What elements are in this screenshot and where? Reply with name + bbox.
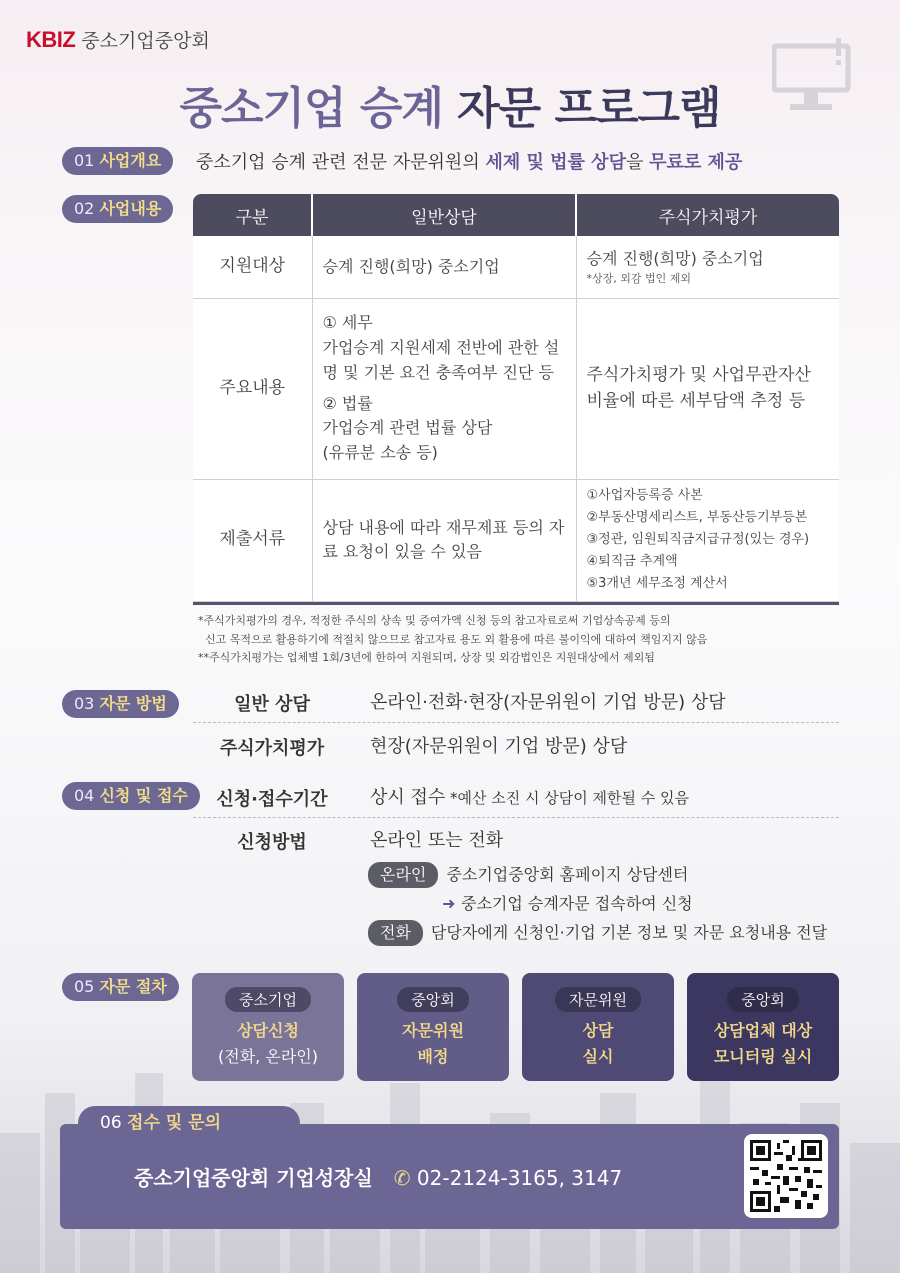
apply-online-sub: ➜ 중소기업 승계자문 접속하여 신청 <box>442 894 693 913</box>
phone-badge: 전화 <box>368 920 423 946</box>
table-cell: ① 세무 가업승계 지원세제 전반에 관한 설명 및 기본 요건 충족여부 진단 등 ② 법률 가업승계 관련 법률 상담 (유류분 소송 등) <box>312 298 576 479</box>
divider <box>193 817 839 818</box>
qr-code[interactable] <box>744 1134 828 1218</box>
apply-period-label: 신청·접수기간 <box>216 789 328 810</box>
table-cell: 주식가치평가 및 사업무관자산 비율에 따른 세부담액 추정 등 <box>576 298 839 479</box>
brand-mark: KBIZ <box>26 27 76 52</box>
apply-phone-line: 전화 담당자에게 신청인·기업 기본 정보 및 자문 요청내용 전달 <box>368 920 827 946</box>
apply-period-value: 상시 접수 *예산 소진 시 상담이 제한될 수 있음 <box>370 787 690 808</box>
method-label-general: 일반 상담 <box>234 694 310 715</box>
apply-method-value: 온라인 또는 전화 <box>370 830 504 851</box>
qr-code-icon <box>750 1140 822 1212</box>
table-cell <box>576 479 839 601</box>
row-label: 주요내용 <box>193 298 312 479</box>
method-value-general: 온라인·전화·현장(자문위원이 기업 방문) 상담 <box>370 692 726 713</box>
contact-phone[interactable]: ✆ 02-2124-3165, 3147 <box>393 1166 623 1190</box>
section-tag-apply: 04 신청 및 접수 <box>62 782 200 810</box>
program-content-table <box>193 194 839 605</box>
online-badge: 온라인 <box>368 862 438 888</box>
arrow-right-icon: ➜ <box>442 894 461 913</box>
apply-method-label: 신청방법 <box>237 832 307 853</box>
cell-note: *상장, 외감 법인 제외 <box>586 271 691 285</box>
process-steps <box>192 973 839 1081</box>
section-tag-process: 05 자문 절차 <box>62 973 179 1001</box>
method-label-stock: 주식가치평가 <box>219 738 325 759</box>
process-step: 중앙회 자문위원 배정 <box>357 973 509 1081</box>
doc-item: ②부동산명세리스트, 부동산등기부등본 <box>586 509 808 525</box>
table-cell: 승계 진행(희망) 중소기업 <box>312 236 576 298</box>
table-header-row <box>193 194 839 236</box>
apply-online-line: 온라인 중소기업중앙회 홈페이지 상담센터 <box>368 862 688 888</box>
doc-item: ③정관, 임원퇴직금지급규정(있는 경우) <box>586 531 810 547</box>
table-header: 구분 <box>193 194 312 236</box>
contact-box <box>60 1113 839 1229</box>
table-row <box>193 298 839 479</box>
doc-item: ⑤3개년 세무조정 계산서 <box>586 576 728 592</box>
section-tag-contact: 06 접수 및 문의 <box>78 1106 300 1140</box>
row-label: 제출서류 <box>193 479 312 601</box>
contact-info: 중소기업중앙회 기업성장실 ✆ 02-2124-3165, 3147 <box>134 1166 623 1190</box>
overview-text: 중소기업 승계 관련 전문 자문위원의 세제 및 법률 상담을 무료로 제공 <box>196 152 743 173</box>
table-row <box>193 479 839 601</box>
process-step: 자문위원 상담 실시 <box>522 973 674 1081</box>
table-header: 일반상담 <box>312 194 576 236</box>
section-tag-overview: 01 사업개요 <box>62 147 173 175</box>
table-row <box>193 236 839 298</box>
method-value-stock: 현장(자문위원이 기업 방문) 상담 <box>370 736 628 757</box>
table-cell: 승계 진행(희망) 중소기업 *상장, 외감 법인 제외 <box>576 236 839 298</box>
divider <box>193 722 839 723</box>
kbiz-logo[interactable] <box>26 26 210 53</box>
phone-icon: ✆ <box>393 1166 411 1190</box>
table-footnotes: *주식가치평가의 경우, 적정한 주식의 상속 및 증여가액 신청 등의 참고자료로써 기업상속공제 등의 신고 목적으로 활용하기에 적절치 않으므로 참고자료 용도 외 활용에 따른 불이익에 대하여 책임지지 않음 **주식가치평가는 업체별 1회/3년에 한하여 지원되며, 상장 및 외감법인은 지원대상에서 제외됨 <box>198 614 708 665</box>
doc-item: ④퇴직금 추계액 <box>586 554 678 570</box>
section-tag-method: 03 자문 방법 <box>62 690 179 718</box>
doc-item: ①사업자등록증 사본 <box>586 487 703 503</box>
table-cell: 상담 내용에 따라 재무제표 등의 자료 요청이 있을 수 있음 <box>312 479 576 601</box>
row-label: 지원대상 <box>193 236 312 298</box>
process-step: 중소기업 상담신청 (전화, 온라인) <box>192 973 344 1081</box>
page-title: 중소기업 승계 자문 프로그램 <box>179 83 721 134</box>
org-name: 중소기업중앙회 <box>81 30 210 52</box>
section-tag-content: 02 사업내용 <box>62 195 173 223</box>
process-step: 중앙회 상담업체 대상 모니터링 실시 <box>687 973 839 1081</box>
table-header: 주식가치평가 <box>576 194 839 236</box>
